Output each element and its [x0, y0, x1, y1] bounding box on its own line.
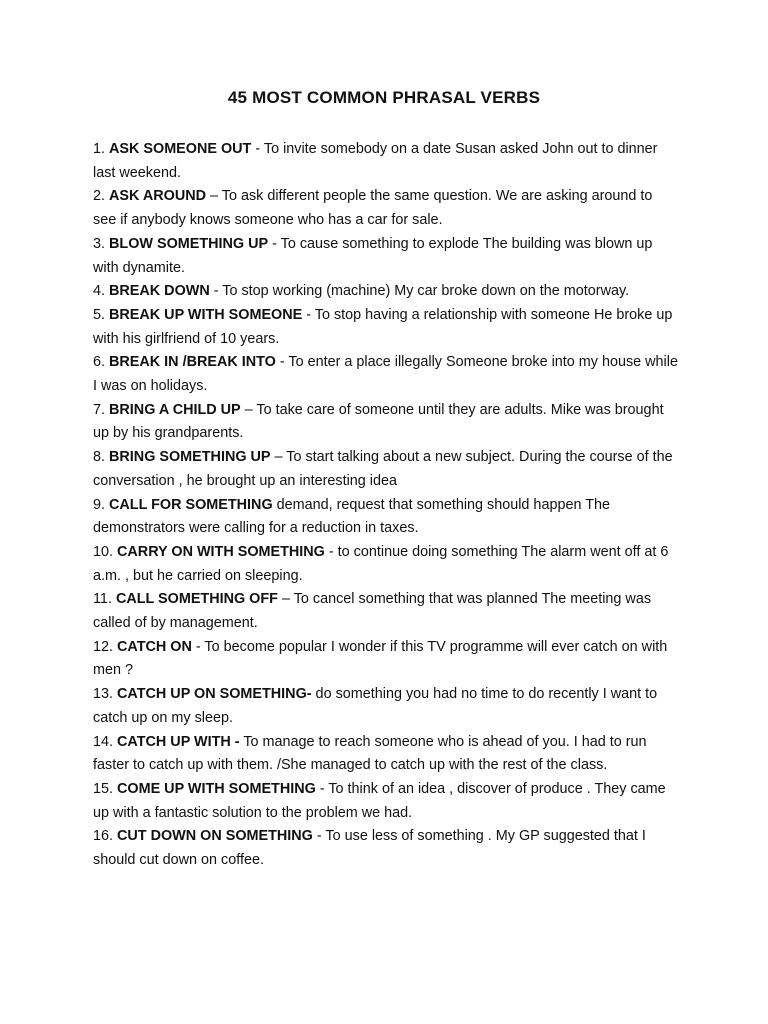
list-item [93, 494, 678, 541]
definition-text: - To cause something to explode The building was blown up with dynamite. [93, 235, 653, 276]
list-item [93, 138, 678, 185]
entry-number: 1. [93, 141, 106, 157]
entry-number: 5. [93, 306, 106, 323]
list-item [93, 541, 678, 588]
list-item [93, 825, 678, 872]
phrasal-verb-term: BREAK UP WITH SOMEONE [109, 306, 303, 323]
entry-number: 10. [93, 543, 114, 560]
definition-text: – To ask different people the same question. We are asking around to see if anybody knows someone who has a car for sale. [93, 188, 653, 229]
list-item [93, 588, 678, 635]
entry-number: 3. [93, 235, 106, 252]
phrasal-verb-term: BLOW SOMETHING UP [109, 235, 269, 252]
entry-number: 7. [93, 401, 106, 418]
page-title: 45 MOST COMMON PHRASAL VERBS [227, 88, 541, 107]
definition-text: - To stop working (machine) My car broke down on the motorway. [209, 283, 630, 300]
list-item [93, 185, 678, 232]
definition-text: - To invite somebody on a date Susan asked John out to dinner last weekend. [93, 141, 658, 181]
definition-text: - To stop having a relationship with someone He broke up with his girlfriend of 10 years. [93, 306, 673, 347]
phrasal-verb-term: ASK SOMEONE OUT [109, 141, 252, 157]
definition-text: - To think of an idea , discover of produce . They came up with a fantastic solution to the problem we had. [93, 780, 666, 821]
definition-text: – To cancel something that was planned The meeting was called of by management. [93, 591, 652, 632]
phrasal-verb-term: CALL SOMETHING OFF [115, 591, 278, 608]
phrasal-verb-term: BRING A CHILD UP [109, 401, 241, 418]
definition-text: - To enter a place illegally Someone broke into my house while I was on holidays. [93, 354, 678, 395]
list-item [93, 778, 678, 825]
entry-number: 6. [93, 354, 106, 371]
definition-text: - To become popular I wonder if this TV programme will ever catch on with men ? [93, 638, 668, 679]
phrasal-verb-term: ASK AROUND [109, 188, 207, 205]
list-item [93, 446, 678, 493]
list-item [93, 636, 678, 683]
list-item [93, 233, 678, 280]
phrasal-verb-term: COME UP WITH SOMETHING [117, 780, 316, 797]
phrasal-verb-term: CARRY ON WITH SOMETHING [117, 543, 325, 560]
entry-number: 11. [93, 591, 112, 608]
phrasal-verb-term: BRING SOMETHING UP [109, 449, 271, 466]
definition-text: To manage to reach someone who is ahead of you. I had to run faster to catch up with them. /She managed to catch up with the rest of the class. [93, 733, 647, 774]
entry-number: 16. [93, 828, 114, 845]
list-item [93, 304, 678, 351]
list-item [93, 280, 678, 304]
phrasal-verb-term: BREAK DOWN [109, 283, 210, 300]
entry-number: 9. [93, 496, 106, 513]
entry-number: 4. [93, 283, 106, 300]
entry-number: 13. [93, 686, 114, 703]
phrasal-verb-term: CUT DOWN ON SOMETHING [117, 828, 313, 845]
definition-text: do something you had no time to do recently I want to catch up on my sleep. [93, 686, 658, 726]
phrasal-verb-term: CATCH UP WITH - [117, 733, 240, 750]
definition-text: - To use less of something . My GP suggested that I should cut down on coffee. [93, 828, 646, 869]
phrasal-verb-term: CATCH ON [117, 638, 192, 655]
definition-text: – To take care of someone until they are adults. Mike was brought up by his grandparents. [93, 401, 664, 442]
list-item [93, 399, 678, 446]
phrasal-verb-list [93, 138, 678, 873]
phrasal-verb-term: CALL FOR SOMETHING [109, 496, 273, 513]
definition-text: – To start talking about a new subject. During the course of the conversation , he brought up an interesting idea [93, 449, 673, 489]
entry-number: 12. [93, 638, 114, 655]
entry-number: 15. [93, 780, 114, 797]
entry-number: 14. [93, 733, 114, 750]
phrasal-verb-term: CATCH UP ON SOMETHING- [117, 686, 312, 703]
entry-number: 2. [93, 188, 106, 205]
phrasal-verb-term: BREAK IN /BREAK INTO [109, 354, 276, 371]
list-item [93, 351, 678, 398]
entry-number: 8. [93, 449, 106, 466]
list-item [93, 683, 678, 730]
definition-text: demand, request that something should happen The demonstrators were calling for a reduction in taxes. [93, 496, 610, 537]
list-item [93, 731, 678, 778]
definition-text: - to continue doing something The alarm went off at 6 a.m. , but he carried on sleeping. [93, 543, 669, 584]
